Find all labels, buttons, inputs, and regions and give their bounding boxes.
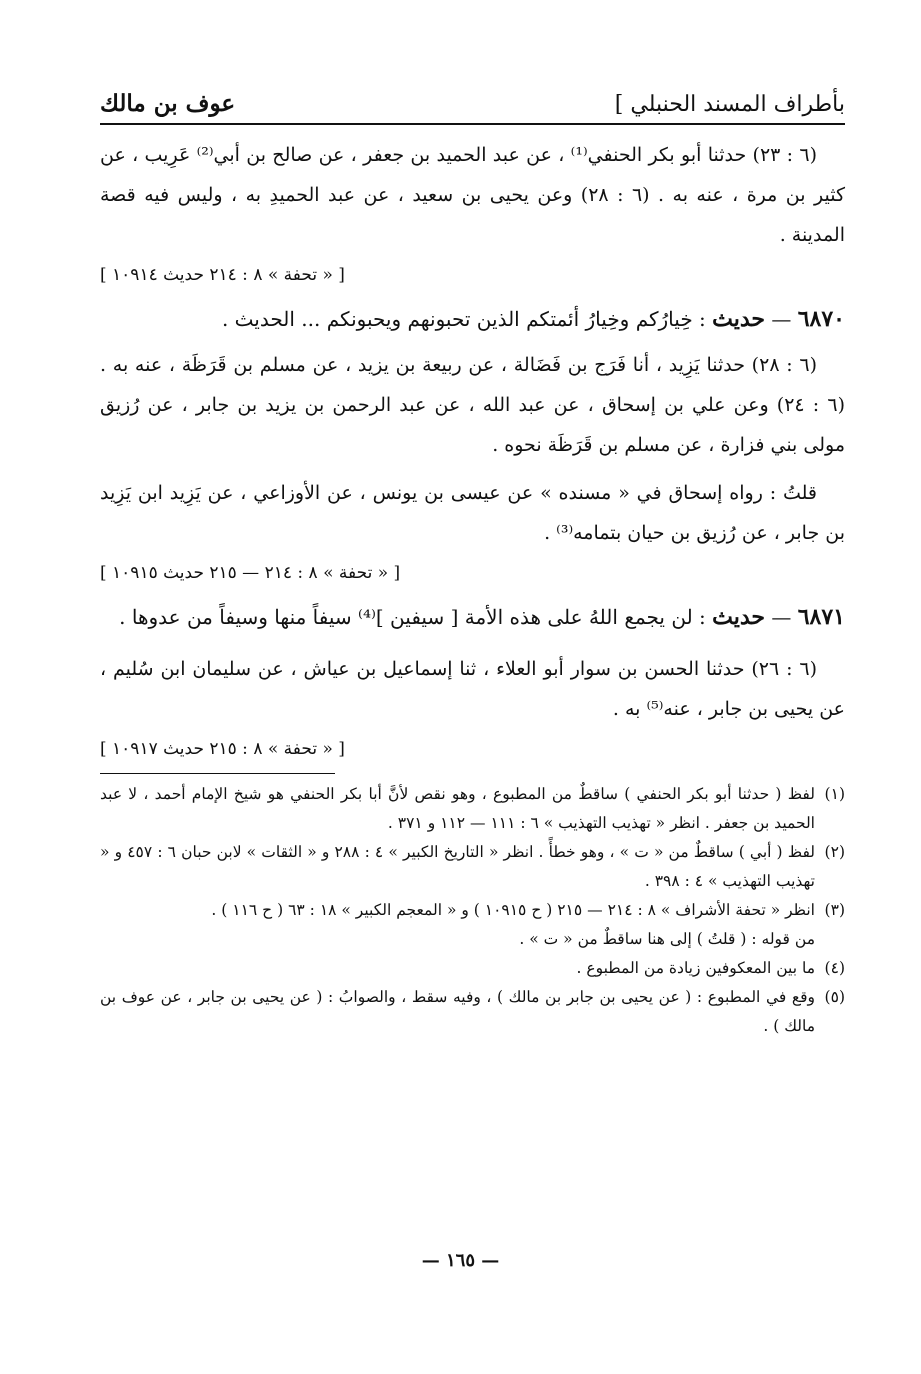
footnote-1	[100, 780, 845, 838]
running-header	[100, 90, 845, 125]
tuhfa-reference-3: [ « تحفة » ٨ : ٢١٥ حديث ١٠٩١٧ ]	[100, 739, 345, 759]
hadith-6870: ٦٨٧٠ — حديث : خِيارُكم وخِيارُ أئمتكم الذين تحبونهم ويحبونكم ... الحديث .	[221, 306, 845, 332]
footnote-number: (٤)	[824, 959, 845, 977]
hadith-6871: ٦٨٧١ — حديث : لن يجمع اللهُ على هذه الأمة [ سيفين ]⁽⁴⁾ سيفاً منها وسيفاً من عدوها .	[119, 604, 845, 630]
hadith-number: ٦٨٧١	[797, 604, 845, 630]
hadith-number: ٦٨٧٠	[797, 306, 845, 332]
footnote-number: (٣)	[824, 901, 845, 919]
footnote-text: ما بين المعكوفين زيادة من المطبوع .	[576, 959, 815, 977]
footnote-number: (٢)	[824, 843, 845, 861]
footnote-4	[100, 954, 845, 983]
header-section-title: عوف بن مالك	[100, 90, 236, 117]
tuhfa-reference-1: [ « تحفة » ٨ : ٢١٤ حديث ١٠٩١٤ ]	[100, 265, 345, 285]
footnote-5	[100, 983, 845, 1041]
footnote-divider	[100, 773, 335, 774]
footnote-text: لفظ ( حدثنا أبو بكر الحنفي ) ساقطٌ من المطبوع ، وهو نقص لأنَّ أبا بكر الحنفي هو شيخ الإمام أحمد ، لا عبد الحميد بن جعفر . انظر « تهذيب التهذيب » ٦ : ١١١ — ١١٢ و ٣٧١ .	[100, 785, 815, 832]
footnote-text: انظر « تحفة الأشراف » ٨ : ٢١٤ — ٢١٥ ( ح ١٠٩١٥ ) و « المعجم الكبير » ١٨ : ٦٣ ( ح ١١٦ ) .	[211, 901, 815, 919]
footnote-number: (٥)	[824, 988, 845, 1006]
footnote-text: لفظ ( أبي ) ساقطٌ من « ت » ، وهو خطأً . انظر « التاريخ الكبير » ٤ : ٢٨٨ و « الثقات » لابن حبان ٦ : ٤٥٧ و « تهذيب التهذيب » ٤ : ٣٩٨ .	[100, 843, 816, 890]
hadith-label: حديث	[712, 604, 766, 630]
isnad-paragraph-2: (٦ : ٢٨) حدثنا يَزِيد ، أنا فَرَج بن فَضَالة ، عن ربيعة بن يزيد ، عن مسلم بن قَرَظَة ، عنه به . (٦ : ٢٤) وعن علي بن إسحاق ، عن عبد الله ، عن عبد الرحمن بن يزيد بن جابر ، عن رُزيق مولى بني فزارة ، عن مسلم بن قَرَظَة نحوه .	[100, 354, 845, 456]
isnad-paragraph-1: (٦ : ٢٣) حدثنا أبو بكر الحنفي⁽¹⁾ ، عن عبد الحميد بن جعفر ، عن صالح بن أبي⁽²⁾ عَرِيب ، عن كثير بن مرة ، عنه به . (٦ : ٢٨) وعن يحيى بن سعيد ، عن عبد الحميدِ به ، وليس فيه قصة المدينة .	[100, 144, 845, 246]
footnote-3-continuation: من قوله : ( قلتُ ) إلى هنا ساقطٌ من « ت » .	[519, 930, 815, 948]
footnote-3	[100, 896, 845, 925]
hadith-label: حديث	[712, 306, 766, 332]
hadith-text: : خِيارُكم وخِيارُ أئمتكم الذين تحبونهم ويحبونكم ... الحديث .	[221, 307, 713, 331]
footnote-2	[100, 838, 845, 896]
book-page	[100, 90, 845, 1041]
footnotes	[100, 780, 845, 1041]
page-number: — ١٦٥ —	[421, 1250, 500, 1271]
hadith-text: : لن يجمع اللهُ على هذه الأمة [ سيفين ]⁽⁴⁾ سيفاً منها وسيفاً من عدوها .	[119, 605, 713, 629]
tuhfa-reference-2: [ « تحفة » ٨ : ٢١٤ — ٢١٥ حديث ١٠٩١٥ ]	[100, 563, 401, 583]
isnad-paragraph-3: (٦ : ٢٦) حدثنا الحسن بن سوار أبو العلاء ، ثنا إسماعيل بن عياش ، عن سليمان ابن سُليم ، عن يحيى بن جابر ، عنه⁽⁵⁾ به .	[100, 658, 845, 720]
footnote-number: (١)	[824, 785, 845, 803]
qultu-paragraph: قلتُ : رواه إسحاق في « مسنده » عن عيسى بن يونس ، عن الأوزاعي ، عن يَزِيد ابن يَزِيد بن جابر ، عن رُزيق بن حيان بتمامه⁽³⁾ .	[100, 482, 845, 544]
footnote-text: وقع في المطبوع : ( عن يحيى بن جابر بن مالك ) ، وفيه سقط ، والصوابُ : ( عن يحيى بن جابر ، عن عوف بن مالك ) .	[100, 988, 815, 1035]
header-book-title: بأطراف المسند الحنبلي ]	[614, 92, 845, 117]
